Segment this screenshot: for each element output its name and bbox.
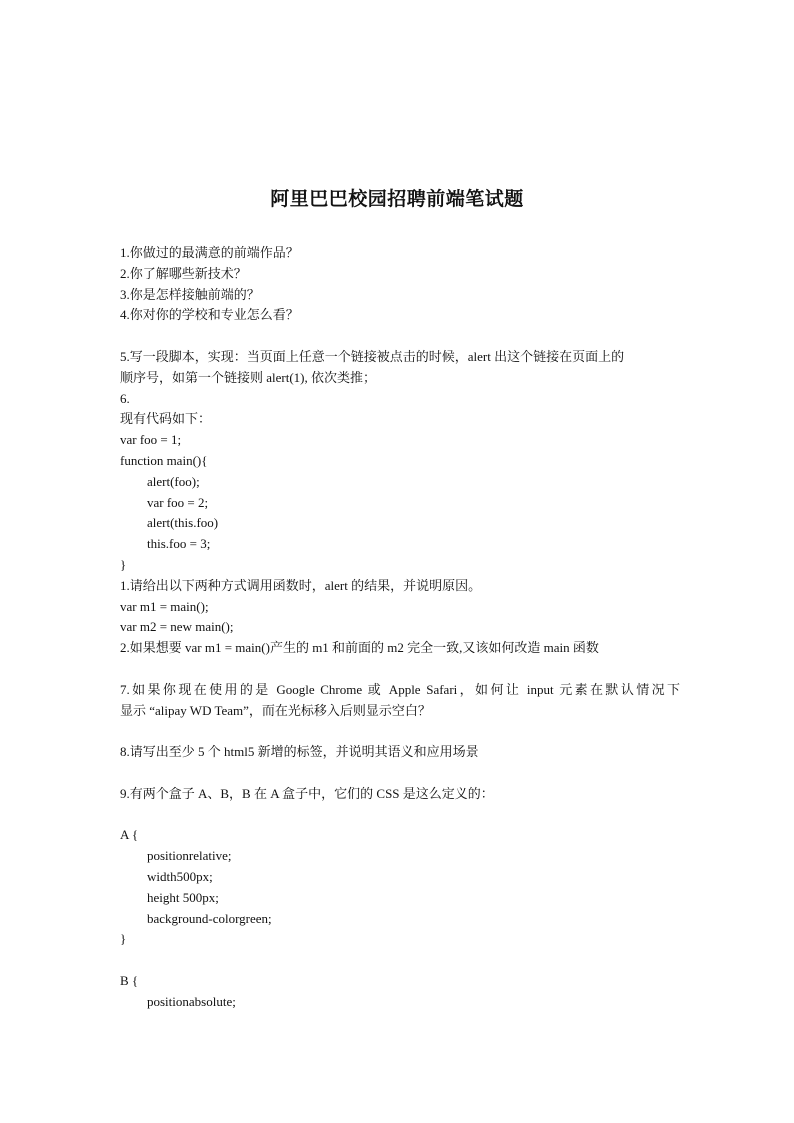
paragraph-gap: [120, 805, 680, 826]
code-line: }: [120, 556, 127, 572]
css-line: }: [120, 931, 127, 947]
question-6-number: 6.: [120, 390, 130, 406]
question-7-line-1: 7.如果你现在使用的是 Google Chrome 或 Apple Safari，如何让 input 元素在默认情况下: [120, 681, 680, 697]
question-6-sub-2: 2.如果想要 var m1 = main()产生的 m1 和前面的 m2 完全一致,又该如何改造 main 函数: [120, 640, 599, 656]
question-7-line-2: 显示 “alipay WD Team”，而在光标移入后则显示空白？: [120, 702, 431, 718]
question-1: 1.你做过的最满意的前端作品？: [120, 245, 299, 260]
code-line: alert(this.foo): [147, 515, 219, 531]
question-5-line-2: 顺序号，如第一个链接则 alert(1), 依次类推；: [120, 369, 377, 385]
question-6-sub-1: 1.请给出以下两种方式调用函数时，alert 的结果，并说明原因。: [120, 577, 482, 593]
css-line: A {: [120, 827, 139, 843]
paragraph-gap: [120, 950, 680, 971]
code-line: var foo = 1;: [120, 432, 182, 448]
css-line: B {: [120, 972, 139, 988]
css-line: width500px;: [147, 868, 213, 884]
question-3: 3.你是怎样接触前端的？: [120, 286, 260, 302]
question-9: 9.有两个盒子 A、B，B 在 A 盒子中，它们的 CSS 是这么定义的：: [120, 785, 494, 801]
paragraph-gap: [120, 763, 680, 784]
page-title: 阿里巴巴校园招聘前端笔试题: [270, 189, 524, 210]
paragraph-gap: [120, 659, 680, 680]
document-body: [120, 243, 680, 1012]
paragraph-gap: [120, 326, 680, 347]
code-line: var m1 = main();: [120, 598, 209, 614]
css-line: positionabsolute;: [147, 993, 236, 1009]
css-line: height 500px;: [147, 889, 219, 905]
question-8: 8.请写出至少 5 个 html5 新增的标签，并说明其语义和应用场景: [120, 744, 479, 760]
css-line: positionrelative;: [147, 848, 232, 864]
code-line: function main(){: [120, 452, 208, 468]
code-line: alert(foo);: [147, 473, 200, 489]
css-line: background-colorgreen;: [147, 910, 272, 926]
paragraph-gap: [120, 721, 680, 742]
code-line: this.foo = 3;: [147, 536, 211, 552]
question-5-line-1: 5.写一段脚本，实现：当页面上任意一个链接被点击的时候，alert 出这个链接在页面上的: [120, 348, 625, 364]
question-6-intro: 现有代码如下：: [120, 411, 212, 427]
code-line: var m2 = new main();: [120, 619, 234, 635]
question-2: 2.你了解哪些新技术？: [120, 265, 247, 281]
code-line: var foo = 2;: [147, 494, 209, 510]
question-4: 4.你对你的学校和专业怎么看？: [120, 307, 299, 323]
